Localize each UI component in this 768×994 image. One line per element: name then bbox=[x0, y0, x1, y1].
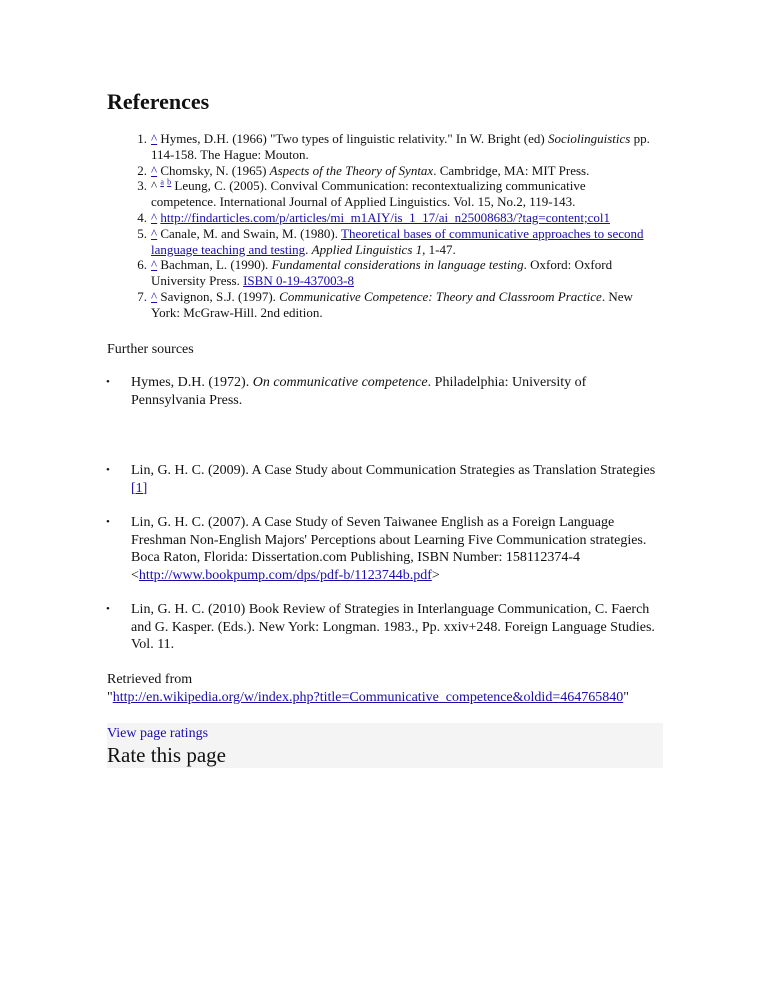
source-text: > bbox=[431, 567, 440, 583]
reference-title: Fundamental considerations in language testing bbox=[271, 257, 524, 273]
reference-text: . New York: McGraw-Hill. 2nd edition. bbox=[151, 288, 633, 320]
reference-text: Hymes, D.H. (1966) "Two types of linguistic relativity." In W. Bright (ed) bbox=[157, 131, 548, 146]
reference-item-6 bbox=[137, 257, 651, 289]
reference-item-7 bbox=[137, 288, 651, 321]
backlink-caret[interactable]: ^ bbox=[151, 225, 158, 241]
backlink-caret[interactable]: ^ bbox=[151, 257, 158, 273]
rate-this-page-heading: Rate this page bbox=[107, 743, 226, 767]
isbn-link[interactable]: ISBN 0-19-437003-8 bbox=[243, 273, 354, 289]
reference-text: . bbox=[305, 241, 312, 257]
source-text: Lin, G. H. C. (2009). A Case Study about Communication Strategies as Translation Strategies bbox=[131, 463, 656, 478]
reference-text: pp. 114-158. The Hague: Mouton. bbox=[151, 131, 650, 162]
reference-title: Aspects of the Theory of Syntax bbox=[269, 162, 434, 178]
further-source-item-2 bbox=[106, 462, 661, 497]
reference-text: Bachman, L. (1990). bbox=[157, 257, 272, 273]
reference-title: Sociolinguistics bbox=[547, 131, 631, 146]
reference-item-4 bbox=[137, 209, 651, 226]
source-text: Hymes, D.H. (1972). bbox=[131, 375, 253, 390]
findarticles-link[interactable]: http://findarticles.com/p/articles/mi_m1AIY/is_1_17/ai_n25008683/?tag=content;col1 bbox=[160, 209, 610, 225]
permanent-link[interactable]: http://en.wikipedia.org/w/index.php?title=Communicative_competence&oldid=464765840 bbox=[112, 690, 624, 705]
bullet-icon: • bbox=[106, 464, 110, 476]
reference-text: Leung, C. (2005). Convival Communication: recontextualizing communicative competence. International Journal of Applied Linguistics. Vol. 15, No.2, 119-143. bbox=[151, 178, 586, 210]
bullet-icon: • bbox=[106, 603, 110, 615]
source-text: Lin, G. H. C. (2007). A Case Study of Seven Taiwanee English as a Foreign Language Freshman Non-English Majors' Perceptions about Learning Five Communication strategies. Boca Raton, Florida: Dissertation.com Publishing, ISBN Number: 158112374-4 < bbox=[131, 515, 647, 583]
reference-number: 6. bbox=[137, 257, 147, 273]
reference-item-1 bbox=[137, 131, 651, 163]
reference-title: Communicative Competence: Theory and Classroom Practice bbox=[279, 288, 602, 304]
reference-text: . Cambridge, MA: MIT Press. bbox=[433, 162, 590, 178]
quote-close: " bbox=[623, 690, 629, 705]
bullet-icon: • bbox=[106, 376, 110, 388]
quote-open: " bbox=[107, 690, 113, 705]
reference-text: Canale, M. and Swain, M. (1980). bbox=[157, 225, 342, 241]
backlink-caret[interactable]: ^ bbox=[151, 209, 158, 225]
retrieved-from bbox=[107, 671, 667, 707]
reference-text: Chomsky, N. (1965) bbox=[157, 162, 270, 178]
reference-number: 3. bbox=[137, 178, 147, 194]
backlink-caret[interactable]: ^ bbox=[151, 288, 158, 304]
source-title: On communicative competence bbox=[252, 375, 428, 390]
retrieved-label: Retrieved from bbox=[107, 672, 193, 687]
bookpump-link[interactable]: http://www.bookpump.com/dps/pdf-b/1123744b.pdf bbox=[138, 567, 432, 583]
reference-number: 5. bbox=[137, 225, 147, 241]
reference-text: Savignon, S.J. (1997). bbox=[157, 288, 280, 304]
backlink-caret: ^ bbox=[151, 178, 158, 194]
references-heading: References bbox=[107, 89, 210, 114]
reference-title: Applied Linguistics 1 bbox=[311, 241, 423, 257]
reference-number: 4. bbox=[137, 209, 147, 225]
source-text: Lin, G. H. C. (2010) Book Review of Strategies in Interlanguage Communication, C. Faerch and G. Kasper. (Eds.). New York: Longman. 1983., Pp. xxiv+248. Foreign Language Studies. Vol. 11. bbox=[131, 602, 655, 652]
reference-item-5 bbox=[137, 225, 651, 258]
reference-text: , 1-47. bbox=[422, 241, 456, 257]
bullet-icon: • bbox=[106, 516, 110, 528]
further-source-item-3 bbox=[106, 514, 661, 584]
reference-item-3 bbox=[137, 178, 651, 210]
further-source-item-4 bbox=[106, 601, 661, 654]
reference-item-2 bbox=[137, 162, 651, 179]
backlink-caret[interactable]: ^ bbox=[151, 162, 158, 178]
ratings-section bbox=[107, 723, 663, 768]
view-page-ratings-link[interactable]: View page ratings bbox=[107, 726, 209, 741]
backlink-b[interactable]: b bbox=[167, 178, 172, 188]
source-text: . Philadelphia: University of Pennsylvania Press. bbox=[131, 375, 587, 408]
further-sources-heading: Further sources bbox=[107, 342, 194, 357]
reference-number: 1. bbox=[137, 131, 147, 146]
backlink-caret[interactable]: ^ bbox=[151, 131, 158, 146]
references-list bbox=[137, 131, 651, 321]
backlink-a[interactable]: a bbox=[160, 178, 164, 188]
further-source-item-1 bbox=[106, 374, 661, 409]
theoretical-bases-link[interactable]: Theoretical bases of communicative approaches to second language teaching and testing bbox=[151, 225, 644, 257]
reference-text: . Oxford: Oxford University Press. bbox=[151, 257, 613, 289]
reference-number: 7. bbox=[137, 288, 147, 304]
source-1-link[interactable]: [1] bbox=[131, 480, 148, 496]
reference-number: 2. bbox=[137, 162, 147, 178]
